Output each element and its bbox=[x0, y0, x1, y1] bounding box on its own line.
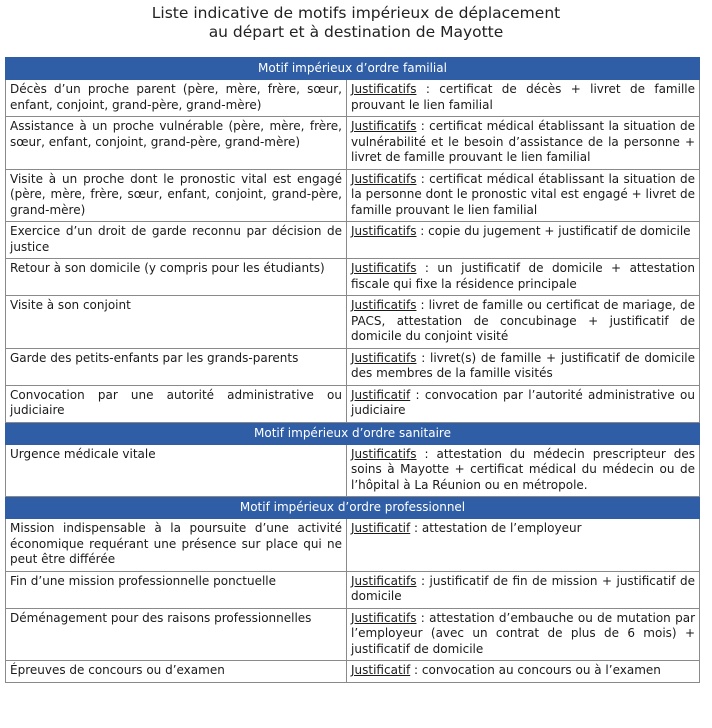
justificatif-cell bbox=[347, 608, 700, 661]
justificatif-text: certificat médical établissant la situation de vulnérabilité et le besoin d’assistance de la personne + livret de famille prouvant le lien familial bbox=[351, 119, 695, 164]
table-row bbox=[6, 519, 700, 572]
separator: : bbox=[416, 298, 429, 312]
justificatif-cell bbox=[347, 385, 700, 422]
separator: : bbox=[416, 261, 438, 275]
motif-cell: Convocation par une autorité administrative ou judiciaire bbox=[6, 385, 347, 422]
justificatif-text: un justificatif de domicile + attestation fiscale qui fixe la résidence principale bbox=[351, 261, 696, 291]
table-row bbox=[6, 259, 700, 296]
justificatif-label: Justificatifs bbox=[351, 119, 417, 133]
motif-cell: Visite à un proche dont le pronostic vital est engagé (père, mère, frère, sœur, enfant, conjoint, grand-père, grand-mère) bbox=[6, 169, 347, 222]
table-row bbox=[6, 117, 700, 170]
justificatif-label: Justificatifs bbox=[351, 610, 417, 625]
table-row bbox=[6, 348, 700, 385]
separator: : bbox=[416, 350, 431, 365]
table-row bbox=[6, 169, 700, 222]
justificatif-label: Justificatifs bbox=[351, 350, 417, 365]
justificatif-cell bbox=[347, 117, 700, 170]
table-row bbox=[6, 661, 700, 683]
justificatif-cell bbox=[347, 348, 700, 385]
table-row bbox=[6, 444, 700, 497]
separator: : bbox=[416, 446, 437, 461]
motif-cell: Garde des petits-enfants par les grands-parents bbox=[6, 348, 347, 385]
separator: : bbox=[410, 387, 425, 402]
separator: : bbox=[410, 521, 422, 535]
justificatif-cell bbox=[347, 444, 700, 497]
separator: : bbox=[416, 82, 440, 96]
justificatif-label: Justificatifs bbox=[351, 224, 417, 238]
table-row bbox=[6, 222, 700, 259]
table-row bbox=[6, 296, 700, 349]
table-row bbox=[6, 571, 700, 608]
document-title bbox=[0, 4, 712, 42]
justificatif-text: attestation d’embauche ou de mutation par l’employeur (avec un contrat de plus de 6 mois) + justificatif de domicile bbox=[351, 610, 696, 656]
motif-cell: Fin d’une mission professionnelle ponctuelle bbox=[6, 571, 347, 608]
justificatif-label: Justificatifs bbox=[351, 82, 417, 96]
section-header-row bbox=[6, 58, 700, 80]
table-row bbox=[6, 608, 700, 661]
justificatif-label: Justificatif bbox=[351, 387, 411, 402]
justificatif-text: livret de famille ou certificat de mariage, de PACS, attestation de concubinage + justificatif de domicile du conjoint visité bbox=[351, 298, 695, 343]
motif-cell: Déménagement pour des raisons professionnelles bbox=[6, 608, 347, 661]
title-line-1: Liste indicative de motifs impérieux de déplacement bbox=[151, 4, 561, 22]
section-header: Motif impérieux d’ordre professionnel bbox=[6, 497, 700, 519]
justificatif-text: attestation de l’employeur bbox=[421, 521, 582, 535]
section-header-row bbox=[6, 422, 700, 444]
justificatif-label: Justificatifs bbox=[351, 573, 417, 588]
separator: : bbox=[410, 663, 422, 677]
motifs-table bbox=[5, 57, 700, 683]
section-header: Motif impérieux d’ordre familial bbox=[6, 58, 700, 80]
justificatif-text: attestation du médecin prescripteur des soins à Mayotte + certificat médical du médecin ou de l’hôpital à La Réunion ou en métropole. bbox=[351, 446, 695, 492]
justificatif-text: justificatif de fin de mission + justificatif de domicile bbox=[351, 573, 695, 603]
justificatif-text: convocation par l’autorité administrative ou judiciaire bbox=[351, 387, 695, 417]
motif-cell: Décès d’un proche parent (père, mère, frère, sœur, enfant, conjoint, grand-père, grand-mère) bbox=[6, 80, 347, 117]
separator: : bbox=[416, 610, 430, 625]
justificatif-cell bbox=[347, 259, 700, 296]
table-row bbox=[6, 80, 700, 117]
justificatif-label: Justificatif bbox=[351, 663, 411, 677]
separator: : bbox=[416, 573, 430, 588]
justificatif-cell bbox=[347, 80, 700, 117]
separator: : bbox=[416, 171, 430, 186]
justificatif-cell bbox=[347, 661, 700, 683]
motif-cell: Exercice d’un droit de garde reconnu par décision de justice bbox=[6, 222, 347, 259]
justificatif-label: Justificatifs bbox=[351, 298, 417, 312]
justificatif-label: Justificatifs bbox=[351, 171, 417, 186]
section-header-row bbox=[6, 497, 700, 519]
section-header: Motif impérieux d’ordre sanitaire bbox=[6, 422, 700, 444]
justificatif-label: Justificatifs bbox=[351, 446, 417, 461]
justificatif-label: Justificatif bbox=[351, 521, 411, 535]
motif-cell: Urgence médicale vitale bbox=[6, 444, 347, 497]
justificatif-text: livret(s) de famille + justificatif de domicile des membres de la famille visités bbox=[351, 350, 695, 380]
motif-cell: Assistance à un proche vulnérable (père, mère, frère, sœur, enfant, conjoint, grand-père, grand-mère) bbox=[6, 117, 347, 170]
justificatif-text: copie du jugement + justificatif de domicile bbox=[428, 224, 691, 238]
justificatif-cell bbox=[347, 222, 700, 259]
justificatif-text: certificat médical établissant la situation de la personne dont le pronostic vital est engagé + livret de famille prouvant le lien familial bbox=[351, 171, 695, 217]
title-line-2: au départ et à destination de Mayotte bbox=[208, 23, 504, 41]
separator: : bbox=[416, 224, 429, 238]
motif-cell: Mission indispensable à la poursuite d’une activité économique requérant une présence sur place qui ne peut être différée bbox=[6, 519, 347, 572]
motif-cell: Retour à son domicile (y compris pour les étudiants) bbox=[6, 259, 347, 296]
motif-cell: Visite à son conjoint bbox=[6, 296, 347, 349]
justificatif-text: certificat de décès + livret de famille prouvant le lien familial bbox=[351, 82, 696, 112]
table-row bbox=[6, 385, 700, 422]
justificatif-cell bbox=[347, 296, 700, 349]
justificatif-cell bbox=[347, 519, 700, 572]
motif-cell: Épreuves de concours ou d’examen bbox=[6, 661, 347, 683]
justificatif-text: convocation au concours ou à l’examen bbox=[421, 663, 661, 677]
justificatif-cell bbox=[347, 571, 700, 608]
justificatif-label: Justificatifs bbox=[351, 261, 417, 275]
justificatif-cell bbox=[347, 169, 700, 222]
separator: : bbox=[416, 119, 430, 133]
